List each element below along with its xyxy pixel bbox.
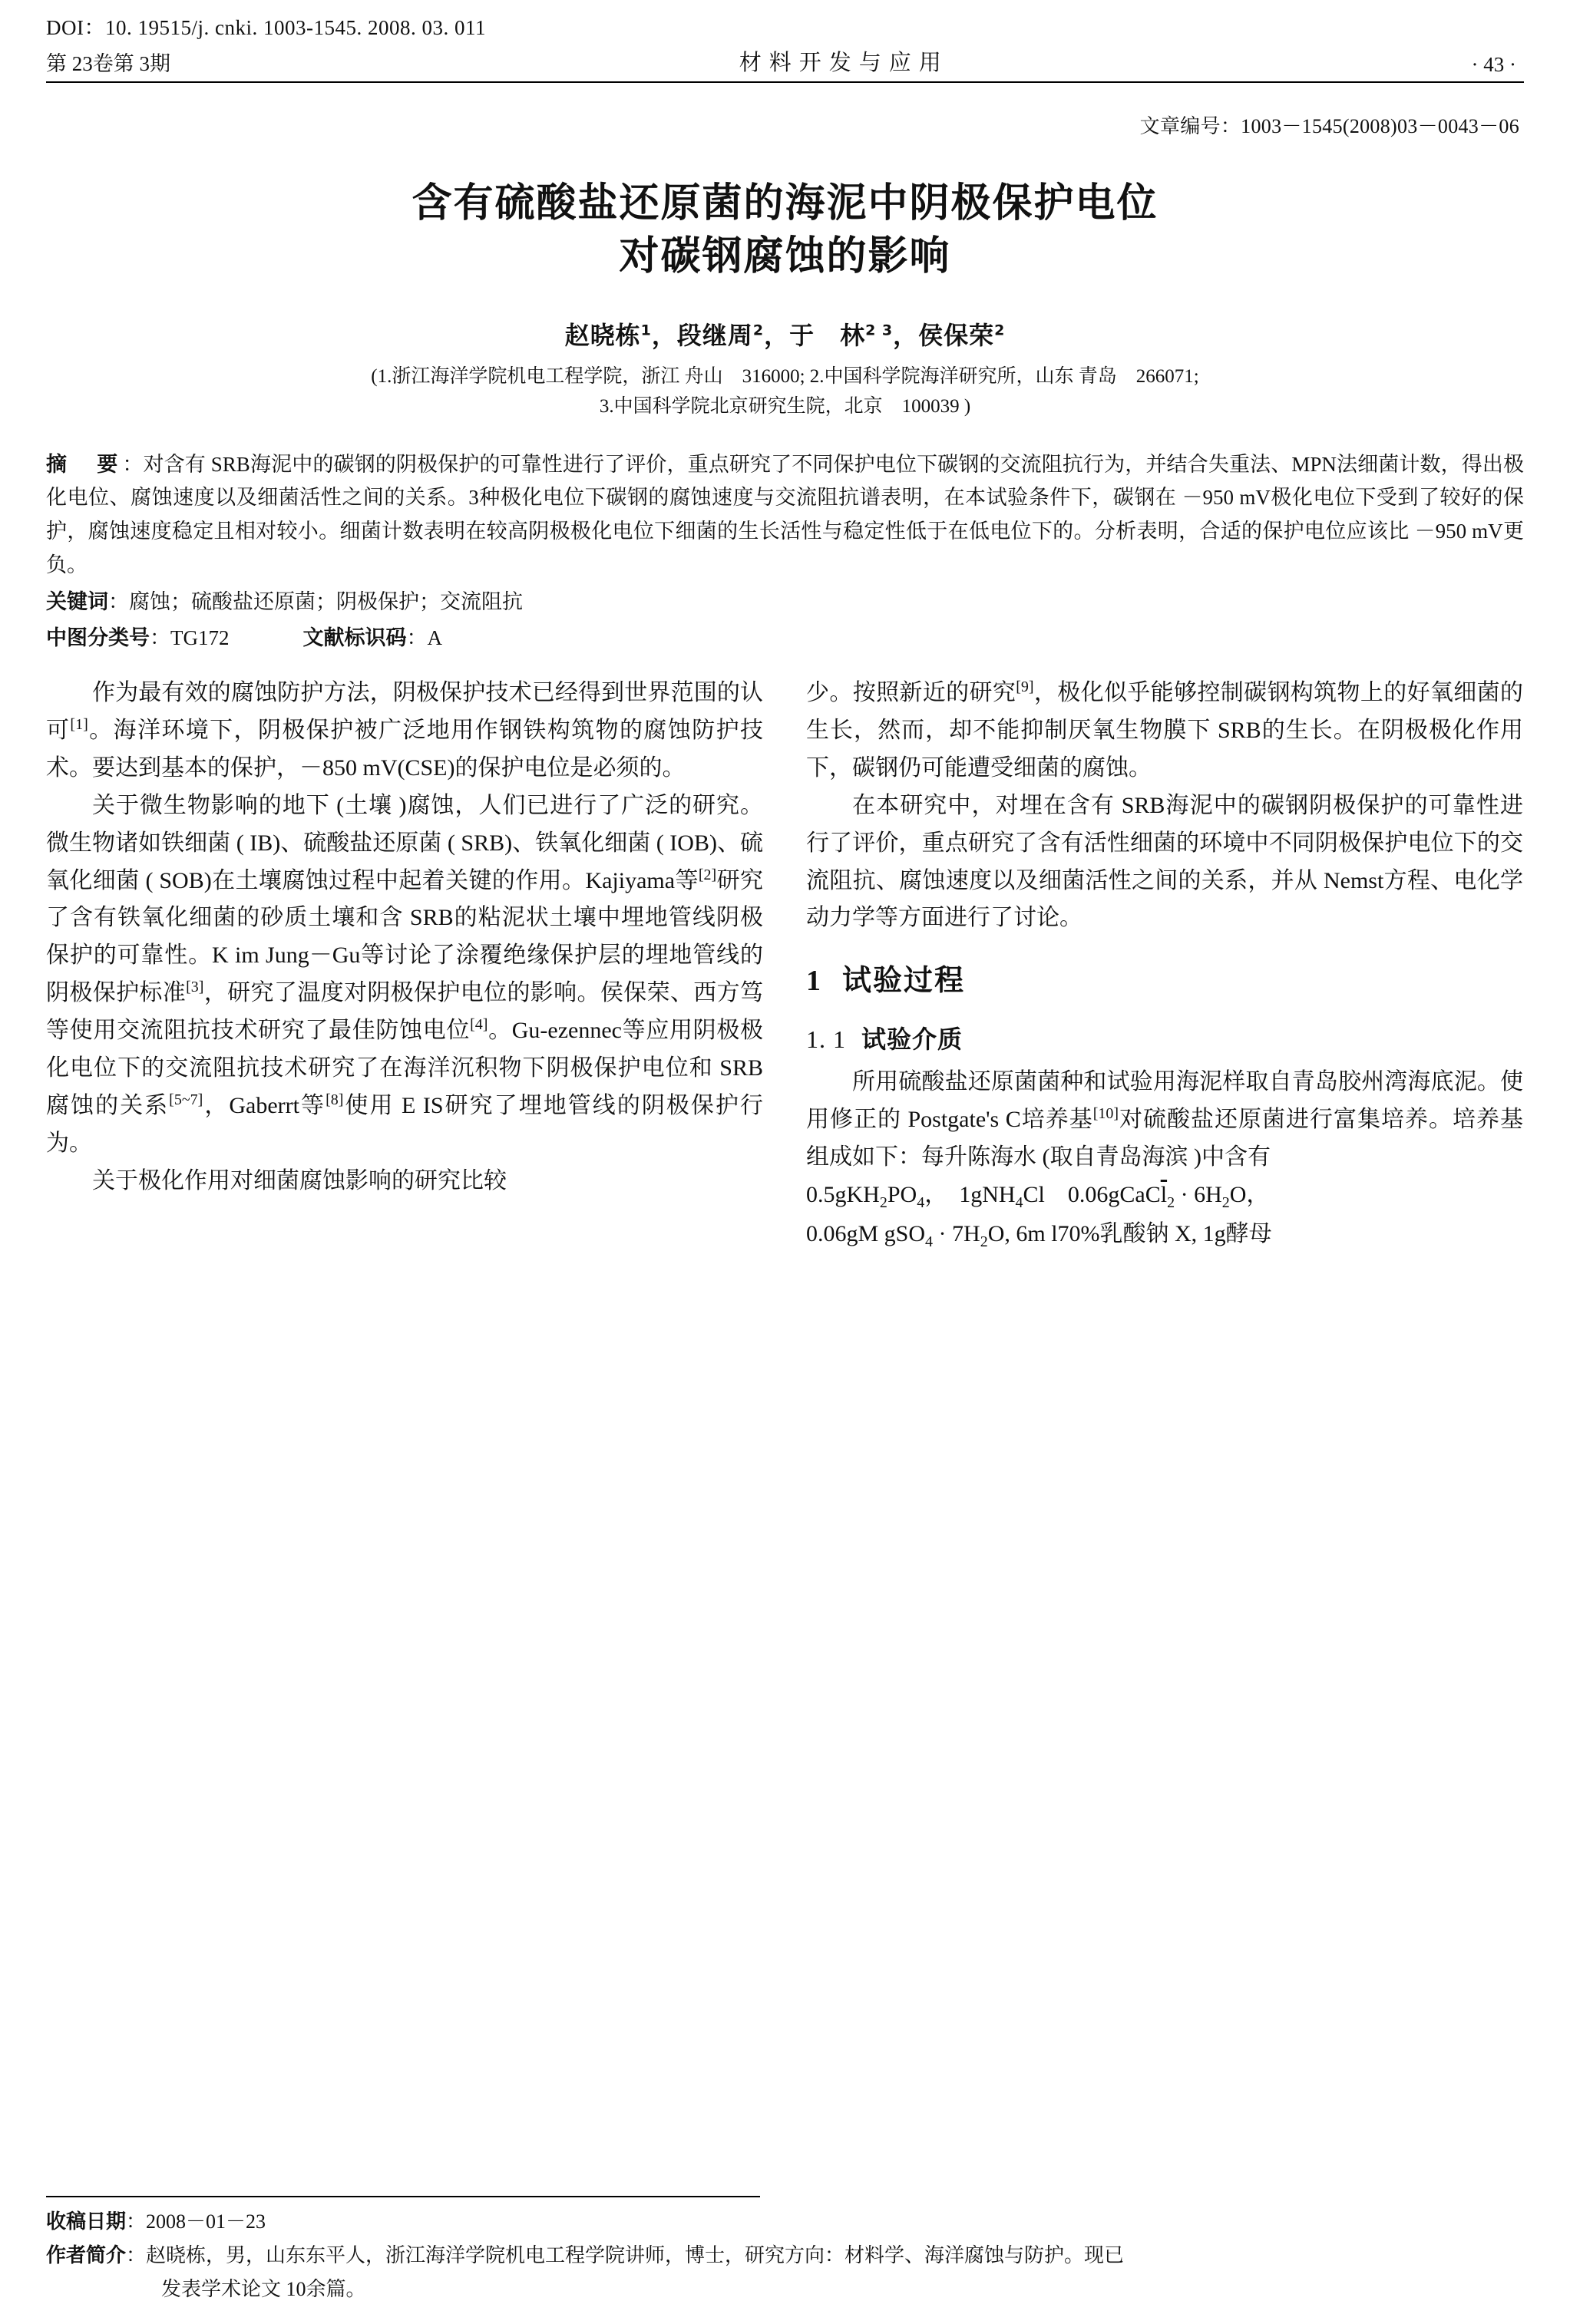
author-2: ，段继周 [651, 321, 753, 351]
keywords-row [46, 586, 1524, 619]
ref-mark-4: [4] [470, 1016, 488, 1034]
para-2-part-c: ，研究了温度对阴极保护电位的影响。侯保荣、西方笃等使用交流阻抗技术研究了最佳防蚀电位 [46, 980, 764, 1044]
para-2-part-b: 研究了含有铁氧化细菌的砂质土壤和含 SRB的粘泥状土壤中埋地管线阴极保护的可靠性。K im Jung－Gu等讨论了涂覆绝缘保护层的埋地管线的阴极保护标准 [46, 867, 763, 1006]
paragraph-cont-2: 在本研究中，对埋在含有 SRB海泥中的碳钢阴极保护的可靠性进行了评价，重点研究了含有活性细菌的环境中不同阴极保护电位下的交流阻抗、腐蚀速度以及细菌活性之间的关系，并从 Nemst方程、电化学动力学等方面进行了讨论。 [806, 792, 1523, 931]
body-columns [46, 675, 1524, 1254]
subsection-1-1-title: 试验介质 [861, 1025, 963, 1055]
keywords-label: 关键词 [46, 589, 108, 614]
paragraph-method-1 [806, 1064, 1523, 1177]
received-date-label: 收稿日期 [46, 2210, 127, 2233]
author-bio-value: ：赵晓栋，男，山东东平人，浙江海洋学院机电工程学院讲师，博士，研究方向：材料学、海洋腐蚀与防护。现已 [126, 2244, 1125, 2266]
title-line-1: 含有硫酸盐还原菌的海泥中阴极保护电位 [412, 180, 1158, 226]
paragraph-intro-3: 关于极化作用对细菌腐蚀影响的研究比较 [92, 1167, 507, 1193]
rpara-1-part-b: ，极化似乎能够控制碳钢构筑物上的好氧细菌的生长，然而，却不能抑制厌氧生物膜下 SRB的生长。在阴极极化作用下，碳钢仍可能遭受细菌的腐蚀。 [806, 680, 1524, 781]
volume-issue: 第 23卷第 3期 [46, 52, 170, 75]
author-bio-label: 作者简介 [46, 2244, 127, 2267]
ref-mark-1: [1] [70, 715, 88, 733]
formula-line-2: 0.06gM $gSO_4 \cdot 7H_2O$, 6m l70%乳酸钠 X, 1g酵母 [806, 1220, 1272, 1250]
paragraph-intro-1 [46, 675, 763, 787]
doc-code-value: ：A [406, 626, 442, 649]
affiliation-line-2: 3.中国科学院北京研究生院，北京 100039 ) [599, 396, 971, 417]
rpara-3-part-a: 所用硫酸盐还原菌菌种和试验用海泥样取自青岛胶州湾海底泥。使用修正的 Postgate's C培养基 [806, 1069, 1523, 1133]
article-number: 文章编号：1003－1545(2008)03－0043－06 [1139, 115, 1519, 137]
abstract-text: ：对含有 SRB海泥中的碳钢的阴极保护的可靠性进行了评价，重点研究了不同保护电位下碳钢的交流阻抗行为，并结合失重法、MPN法细菌计数，得出极化电位、腐蚀速度以及细菌活性之间的关系。3种极化电位下碳钢的腐蚀速度与交流阻抗谱表明，在本试验条件下，碳钢在 －950 mV极化电位下受到了较好的保护，腐蚀速度稳定且相对较小。细菌计数表明在较高阴极极化电位下细菌的生长活性与稳定性低于在低电位下的。分析表明，合适的保护电位应该比 －950 mV更负。 [46, 452, 1524, 576]
author-1-affil-mark: 1 [640, 322, 652, 339]
para-2-part-a: 关于微生物影响的地下 (土壤 )腐蚀，人们已进行了广泛的研究。微生物诸如铁细菌 ( IB)、硫酸盐还原菌 ( SRB)、铁氧化细菌 ( IOB)、硫氧化细菌 ( SOB)在土壤腐蚀过程中起着关键的作用。Kajiyama等 [46, 792, 763, 893]
right-column [806, 675, 1523, 1254]
para-1-part-a: 作为最有效的腐蚀防护方法，阴极保护技术已经得到世界范围的认可 [46, 680, 763, 743]
abstract-block [46, 448, 1524, 583]
author-4-affil-mark: 2 [994, 322, 1006, 339]
doc-code-group [303, 622, 443, 655]
section-1-title: 试验过程 [842, 963, 966, 998]
ref-mark-3: [3] [186, 979, 204, 996]
author-2-affil-mark: 2 [752, 322, 765, 339]
running-header [46, 45, 1524, 83]
paragraph-cont-1 [806, 675, 1523, 787]
paragraph-intro-2 [46, 787, 763, 1163]
author-4: ，侯保荣 [893, 321, 995, 351]
received-date [46, 2207, 1524, 2237]
rpara-1-part-a: 少。按照新近的研究 [806, 680, 1016, 706]
doc-code-label: 文献标识码 [302, 626, 407, 650]
doi-line: DOI：10. 19515/j. cnki. 1003-1545. 2008. 03. 011 [46, 16, 486, 39]
abstract-paragraph [46, 448, 1524, 583]
author-bio-cont: 发表学术论文 10余篇。 [161, 2278, 366, 2300]
author-3-affil-mark: 2 3 [865, 322, 894, 339]
rpara-3-part-b: 对硫酸盐还原菌进行富集培养。培养基组成如下：每升陈海水 (取自青岛海滨 )中含有 [806, 1107, 1524, 1170]
title-line-2: 对碳钢腐蚀的影响 [619, 233, 951, 279]
left-column [46, 675, 763, 1254]
author-bio [46, 2240, 1524, 2271]
clc-group [46, 622, 230, 655]
section-heading-1 [806, 957, 1523, 1005]
para-2-part-e: ，Gaberrt等 [203, 1092, 326, 1118]
clc-label: 中图分类号 [46, 626, 150, 650]
journal-name: 材料开发与应用 [739, 51, 949, 75]
ref-mark-8: [10] [1092, 1105, 1119, 1123]
keywords-value: ：腐蚀；硫酸盐还原菌；阴极保护；交流阻抗 [108, 589, 523, 613]
ref-mark-5: [5~7] [169, 1091, 203, 1108]
abstract-label: 摘 要 [46, 452, 123, 477]
subsection-heading-1-1 [806, 1019, 1523, 1059]
formula-line-1: $0.5gKH_2PO_4$， 1gNH$_4$Cl $0.06gCaC\overline{l}_2 \cdot 6H_2O$， [806, 1182, 1270, 1212]
page-number: · 43 · [1471, 53, 1516, 76]
section-1-number: 1 [806, 965, 822, 998]
footnote-block [46, 2196, 1524, 2307]
clc-value: ：TG172 [150, 626, 230, 649]
footnote-divider [46, 2196, 760, 2197]
ref-mark-6: [8] [326, 1091, 344, 1108]
author-3: ，于 林 [764, 321, 866, 351]
ref-mark-2: [2] [698, 866, 717, 883]
author-1: 赵晓栋 [564, 321, 641, 351]
affiliations [46, 362, 1524, 422]
page-title [46, 177, 1524, 282]
para-1-part-b: 。海洋环境下，阴极保护被广泛地用作钢铁构筑物的腐蚀防护技术。要达到基本的保护，－850 mV(CSE)的保护电位是必须的。 [46, 717, 764, 781]
para-2-part-f: 使用 E IS研究了埋地管线的阴极保护行为。 [46, 1092, 763, 1156]
author-list [46, 316, 1524, 352]
ref-mark-7: [9] [1016, 678, 1034, 696]
received-date-value: ：2008－01－23 [126, 2210, 266, 2233]
para-2-part-d: 。Gu-ezennec等应用阴极极化电位下的交流阻抗技术研究了在海洋沉积物下阴极保护电位和 SRB腐蚀的关系 [46, 1018, 764, 1118]
affiliation-line-1: (1.浙江海洋学院机电工程学院，浙江 舟山 316000; 2.中国科学院海洋研究所，山东 青岛 266071; [371, 366, 1199, 388]
subsection-1-1-number: 1. 1 [806, 1025, 846, 1054]
classification-row [46, 622, 1524, 655]
